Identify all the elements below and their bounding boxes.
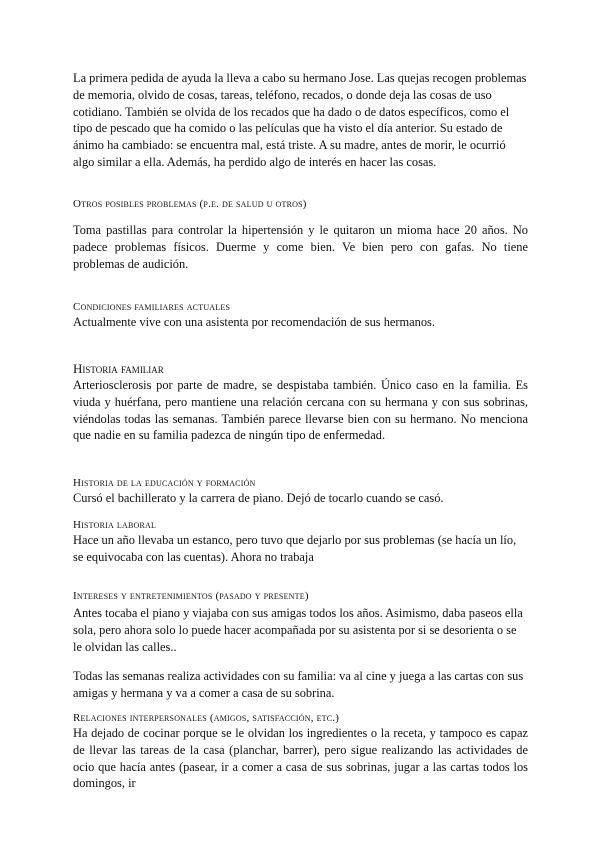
paragraph-condiciones-familiares: Actualmente vive con una asistenta por recomendación de sus hermanos. xyxy=(73,315,435,329)
heading-otros-problemas: Otros posibles problemas (p.e. de salud u otros) xyxy=(73,198,307,210)
heading-condiciones-familiares: Condiciones familiares actuales xyxy=(73,301,231,313)
intro-paragraph: La primera pedida de ayuda la lleva a cabo su hermano Jose. Las quejas recogen problemas de memoria, olvido de cosas, tareas, teléfono, recados, o donde deja las cosas de uso cotidiano. También se olvida de los recados que ha dado o de datos específicos, como el tipo de pescado que ha comido o las películas que ha visto el día anterior. Su estado de ánimo ha cambiado: se encuentra mal, está triste. A su madre, antes de morir, le ocurrió algo similar a ella. Además, ha perdido algo de interés en hacer las cosas. xyxy=(73,71,527,169)
heading-historia-laboral: Historia laboral xyxy=(73,519,157,531)
paragraph-intereses: Antes tocaba el piano y viajaba con sus amigas todos los años. Asimismo, daba paseos ella sola, pero ahora solo lo puede hacer acompañada por su asistenta por si se desorienta o se le olvidan las calles.. xyxy=(73,606,523,654)
heading-relaciones-interpersonales: Relaciones interpersonales (amigos, satisfacción, etc.) xyxy=(73,712,340,724)
paragraph-historia-educacion: Cursó el bachillerato y la carrera de piano. Dejó de tocarlo cuando se casó. xyxy=(73,491,444,505)
heading-historia-familiar: Historia familiar xyxy=(73,361,164,376)
paragraph-intereses-actividades: Todas las semanas realiza actividades con su familia: va al cine y juega a las cartas con sus amigas y hermana y va a comer a casa de su sobrina. xyxy=(73,669,524,700)
heading-historia-educacion: Historia de la educación y formación xyxy=(73,477,256,489)
paragraph-historia-laboral: Hace un año llevaba un estanco, pero tuvo que dejarlo por sus problemas (se hacía un lío, se equivocaba con las cuentas). Ahora no trabaja xyxy=(73,533,517,564)
paragraph-relaciones-interpersonales: Ha dejado de cocinar porque se le olvidan los ingredientes o la receta, y tampoco es capaz de llevar las tareas de la casa (planchar, barrer), pero sigue realizando las actividades de ocio que hacía antes (pasear, ir a comer a casa de sus sobrinas, jugar a las cartas todos los domingos, ir xyxy=(73,726,528,791)
paragraph-historia-familiar: Arteriosclerosis por parte de madre, se despistaba también. Único caso en la familia. Es viuda y huérfana, pero mantiene una relación cercana con su hermana y con sus sobrinas, viéndolas todas las semanas. También parece llevarse bien con su hermano. No menciona que nadie en su familia padezca de ningún tipo de enfermedad. xyxy=(73,378,528,443)
heading-intereses: Intereses y entretenimientos (pasado y presente) xyxy=(73,590,309,602)
paragraph-otros-problemas: Toma pastillas para controlar la hipertensión y le quitaron un mioma hace 20 años. No padece problemas físicos. Duerme y come bien. Ve bien pero con gafas. No tiene problemas de audición. xyxy=(73,223,528,271)
